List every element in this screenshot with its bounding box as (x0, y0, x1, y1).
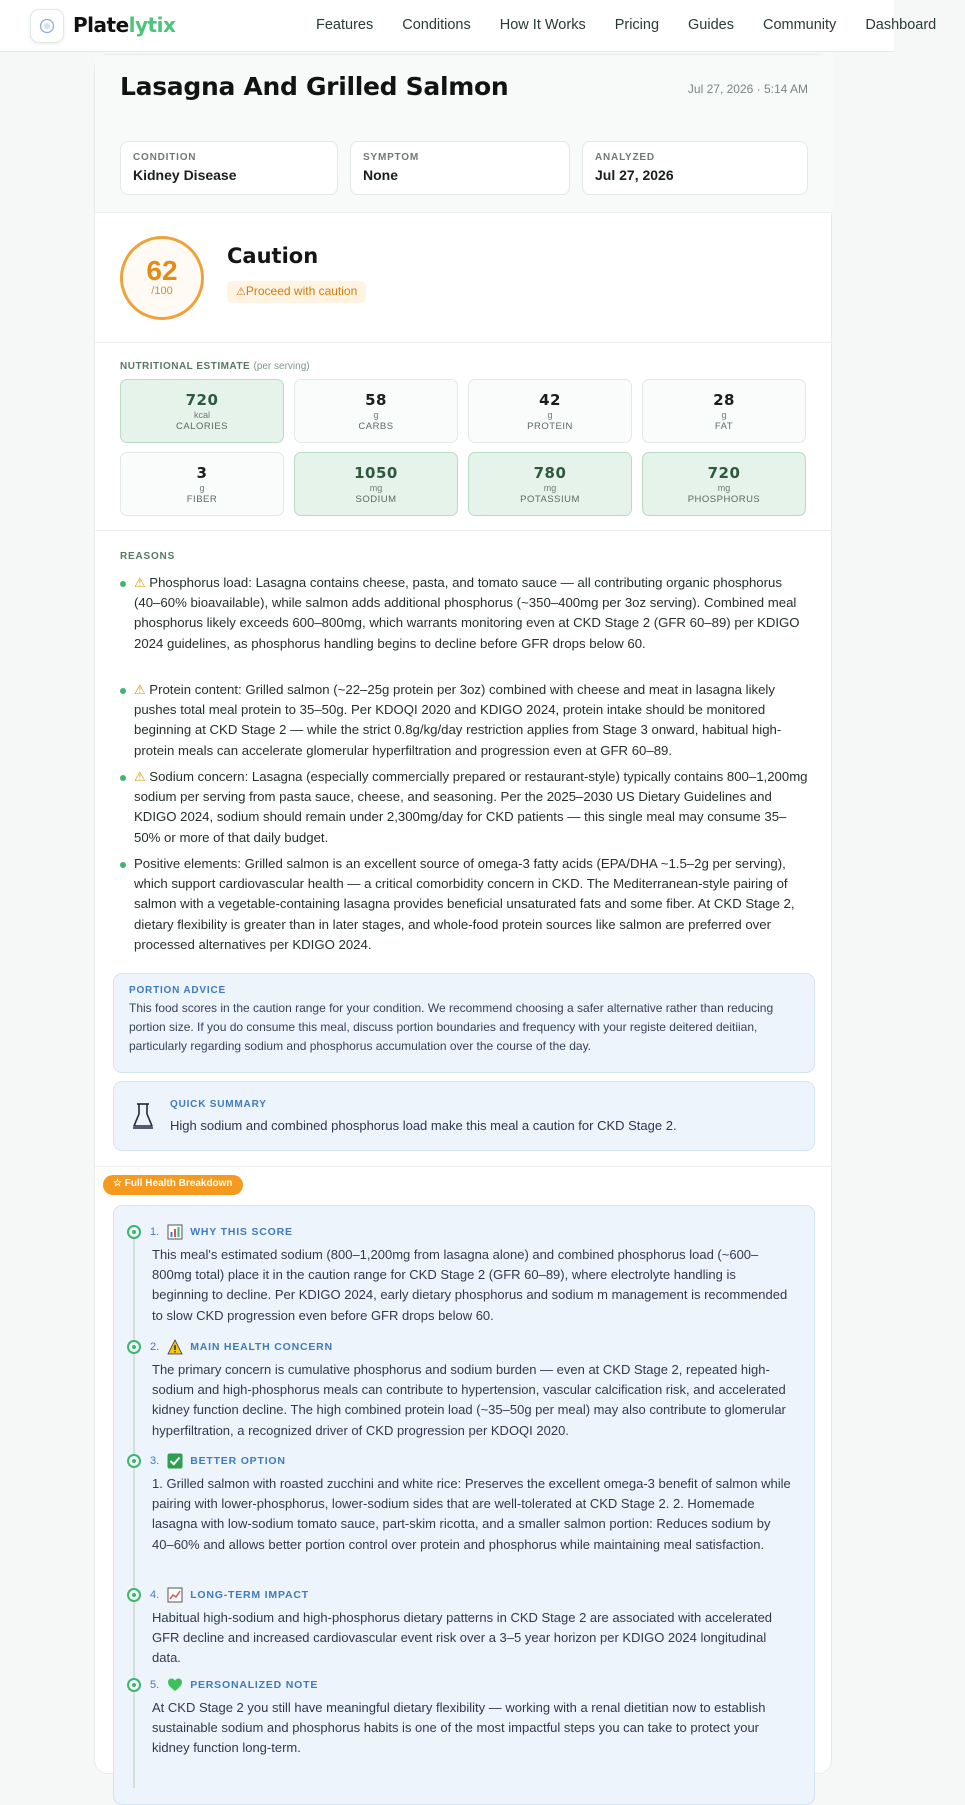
nutrition-section (95, 343, 833, 531)
nutrition-tile-fiber (120, 452, 284, 516)
nav-link-features[interactable]: Features (316, 17, 374, 33)
condition-label: CONDITION (133, 152, 197, 163)
plate-icon (39, 18, 55, 34)
nav-links (316, 17, 965, 33)
breakdown-text: The primary concern is cumulative phosphorus and sodium burden — even at CKD Stage 2, repeated high-sodium and high-phosphorus meals can contribute to hypertension, vascular calcification risk, and accelerated kidney function decline. The high combined protein load (~35–50g per meal) may also contribute to glomerular hyperfiltration, a recognized driver of CKD progression per KDOQI 2020. (152, 1362, 786, 1438)
breakdown-number: 3. (150, 1455, 160, 1467)
nutrition-label: FIBER (186, 494, 218, 505)
brand-name[interactable] (73, 13, 175, 37)
nutrition-tile-calories (120, 379, 284, 443)
nutrition-value: 28 (713, 391, 735, 409)
analyzed-label: ANALYZED (595, 152, 655, 163)
portion-advice-box (113, 973, 815, 1073)
nutrition-tile-potassium (468, 452, 632, 516)
score-section (95, 213, 833, 343)
reasons-heading: REASONS (120, 551, 176, 562)
breakdown-title: PERSONALIZED NOTE (190, 1679, 319, 1691)
score-max: /100 (151, 285, 173, 297)
reason-item (120, 854, 810, 955)
nutrition-unit: kcal (193, 410, 210, 420)
star-icon: ☆ (113, 1178, 125, 1189)
breakdown-title: WHY THIS SCORE (190, 1226, 293, 1238)
analysis-card (94, 54, 832, 1774)
nutrition-value: 720 (185, 391, 219, 409)
nutrition-unit: g (373, 410, 379, 420)
portion-advice-label: PORTION ADVICE (129, 985, 226, 996)
nutrition-label: PHOSPHORUS (687, 494, 761, 505)
breakdown-number: 2. (150, 1341, 160, 1353)
timeline-dot (127, 1588, 141, 1602)
analysis-timestamp: Jul 27, 2026 · 5:14 AM (687, 82, 808, 96)
breakdown-number: 4. (150, 1589, 160, 1601)
bar-chart-icon (167, 1224, 183, 1240)
symptom-value: None (363, 167, 398, 183)
check-box-icon (167, 1453, 183, 1469)
reason-item (120, 767, 810, 848)
health-breakdown-box (113, 1205, 815, 1805)
brand-suffix: lytix (128, 13, 176, 37)
nutrition-label: FAT (714, 421, 734, 432)
nutrition-subheading: (per serving) (253, 361, 310, 372)
nutrition-unit: g (199, 483, 205, 493)
flask-icon (132, 1102, 154, 1130)
symptom-label: SYMPTOM (363, 152, 419, 163)
timeline-dot (127, 1678, 141, 1692)
status-title: Caution (227, 244, 319, 268)
breakdown-text: This meal's estimated sodium (800–1,200mg from lasagna alone) and combined phosphorus load (~600–800mg total) place it in the caution range for CKD Stage 2 (GFR 60–89), where electrolyte handling is beginning to decline. Per KDIGO 2024, early dietary phosphorus and sodium m management is recommended to slow CKD progression even before GFR drops below 60. (152, 1247, 788, 1323)
meal-title: Lasagna And Grilled Salmon (120, 72, 509, 101)
full-breakdown-badge (103, 1175, 243, 1195)
score-ring (120, 236, 204, 320)
breakdown-text: At CKD Stage 2 you still have meaningful dietary flexibility — working with a renal dietitian now to establish sustainable sodium and phosphorus habits is one of the most impactful steps you can take to protect your kidney function long-term. (152, 1700, 766, 1756)
reason-text: Positive elements: Grilled salmon is an excellent source of omega-3 fatty acids (EPA/DHA ~1.5–2g per serving), which support cardiovascular health — a critical comorbidity concern in CKD. The Mediterranean-style pairing of salmon with a vegetable-containing lasagna provides beneficial unsaturated fats and some fiber. At CKD Stage 2, dietary flexibility is greater than in later stages, and whole-food protein sources like salmon are preferred over processed alternatives per KDIGO 2024. (134, 856, 795, 952)
heart-icon (167, 1677, 183, 1693)
warning-icon (167, 1339, 183, 1355)
warning-icon: ⚠ (236, 286, 246, 298)
nutrition-tile-carbs (294, 379, 458, 443)
warning-icon: ⚠ (134, 682, 150, 697)
nutrition-tile-sodium (294, 452, 458, 516)
reason-text: Phosphorus load: Lasagna contains cheese, pasta, and tomato sauce — all contributing organic phosphorus (40–60% bioavailable), while salmon adds additional phosphorus (~350–400mg per 3oz serving). Combined meal phosphorus likely exceeds 600–800mg, which warrants monitoring even at CKD Stage 2 (GFR 60–89) per KDIGO 2024 guidelines, as phosphorus handling begins to decline before GFR drops below 60. (134, 575, 800, 651)
reason-text: Protein content: Grilled salmon (~22–25g protein per 3oz) combined with cheese and meat in lasagna likely pushes total meal protein to 35–50g. Per KDOQI 2020 and KDIGO 2024, protein intake should be monitored beginning at CKD Stage 2 — while the strict 0.8g/kg/day restriction applies from Stage 3 onward, habitual high-protein meals can accelerate glomerular hyperfiltration and progression even at GFR 60–89. (134, 682, 782, 758)
nutrition-heading-text: NUTRITIONAL ESTIMATE (120, 361, 251, 372)
nav-link-community[interactable]: Community (762, 17, 837, 33)
condition-value: Kidney Disease (133, 167, 237, 183)
quick-summary-label: QUICK SUMMARY (170, 1099, 267, 1110)
nav-link-guides[interactable]: Guides (688, 17, 734, 33)
nutrition-value: 42 (539, 391, 561, 409)
analysis-header (95, 55, 833, 213)
nutrition-unit: mg (369, 483, 383, 493)
reason-item (120, 573, 810, 654)
score-value: 62 (146, 255, 178, 286)
analyzed-box (582, 141, 808, 195)
bullet-dot (120, 581, 126, 587)
trend-chart-icon (167, 1587, 183, 1603)
warning-icon: ⚠ (134, 575, 150, 590)
status-badge (227, 281, 366, 303)
quick-summary-text: High sodium and combined phosphorus load make this meal a caution for CKD Stage 2. (170, 1118, 677, 1133)
bullet-dot (120, 775, 126, 781)
breakdown-number: 1. (150, 1226, 160, 1238)
breakdown-number: 5. (150, 1679, 160, 1691)
nutrition-unit: mg (717, 483, 731, 493)
quick-summary-box (113, 1081, 815, 1151)
nutrition-tile-phosphorus (642, 452, 806, 516)
nutrition-value: 1050 (354, 464, 398, 482)
bullet-dot (120, 862, 126, 868)
nutrition-label: SODIUM (355, 494, 397, 505)
breakdown-text: 1. Grilled salmon with roasted zucchini and white rice: Preserves the excellent omega-3 benefit of salmon while pairing with lower-phosphorus, lower-sodium sides that are well-tolerated at CKD Stage 2. 2. Homemade lasagna with low-sodium tomato sauce, part-skim ricotta, and a smaller salmon portion: Reduces sodium by 40–60% and allows better portion control over protein and phosphorus while maintaining meal satisfaction. (152, 1476, 791, 1552)
nutrition-unit: g (721, 410, 727, 420)
brand-prefix: Plate (73, 13, 129, 37)
warning-icon: ⚠ (134, 769, 150, 784)
brand-logo[interactable] (30, 9, 64, 43)
timeline-line (133, 1228, 135, 1788)
nutrition-label: CARBS (358, 421, 394, 432)
full-breakdown-label: Full Health Breakdown (124, 1178, 233, 1189)
nutrition-value: 58 (365, 391, 387, 409)
reason-item (120, 680, 810, 761)
timeline-dot (127, 1225, 141, 1239)
portion-advice-text: This food scores in the caution range for your condition. We recommend choosing a safer alternative rather than reducing portion size. If you do consume this meal, discuss portion boundaries and frequency with your registe deitered deitiian, particularly regarding sodium and phosphorus accumulation over the course of the day. (129, 1001, 774, 1053)
timeline-dot (127, 1340, 141, 1354)
nav-link-pricing[interactable]: Pricing (614, 17, 660, 33)
breakdown-title: LONG-TERM IMPACT (190, 1589, 309, 1601)
section-divider (95, 1166, 833, 1167)
nutrition-label: POTASSIUM (520, 494, 580, 505)
nutrition-value: 3 (196, 464, 208, 482)
nutrition-unit: g (547, 410, 553, 420)
condition-box (120, 141, 338, 195)
status-badge-text: Proceed with caution (245, 284, 358, 298)
nav-link-dashboard[interactable]: Dashboard (865, 17, 937, 33)
breakdown-text: Habitual high-sodium and high-phosphorus dietary patterns in CKD Stage 2 are associated with accelerated GFR decline and increased cardiovascular event risk over a 3–5 year horizon per KDIGO 2024 longitudinal data. (152, 1610, 773, 1666)
bullet-dot (120, 688, 126, 694)
nutrition-heading (120, 361, 310, 372)
timeline-dot (127, 1454, 141, 1468)
nutrition-label: PROTEIN (527, 421, 573, 432)
nav-link-conditions[interactable]: Conditions (402, 17, 471, 33)
nutrition-tile-protein (468, 379, 632, 443)
nutrition-value: 720 (707, 464, 741, 482)
nutrition-value: 780 (533, 464, 567, 482)
symptom-box (350, 141, 570, 195)
nav-link-how-it-works[interactable]: How It Works (499, 17, 586, 33)
breakdown-title: BETTER OPTION (190, 1455, 286, 1467)
nutrition-tile-fat (642, 379, 806, 443)
nutrition-label: CALORIES (175, 421, 229, 432)
analyzed-value: Jul 27, 2026 (595, 167, 674, 183)
reason-text: Sodium concern: Lasagna (especially commercially prepared or restaurant-style) typically contains 800–1,200mg sodium per serving from pasta sauce, cheese, and seasoning. Per the 2025–2030 US Dietary Guidelines and KDIGO 2024, sodium should remain under 2,300mg/day for CKD patients — this single meal may consume 35–50% or more of that daily budget. (134, 769, 808, 845)
breakdown-title: MAIN HEALTH CONCERN (190, 1341, 333, 1353)
top-navbar (0, 0, 937, 52)
nutrition-unit: mg (543, 483, 557, 493)
